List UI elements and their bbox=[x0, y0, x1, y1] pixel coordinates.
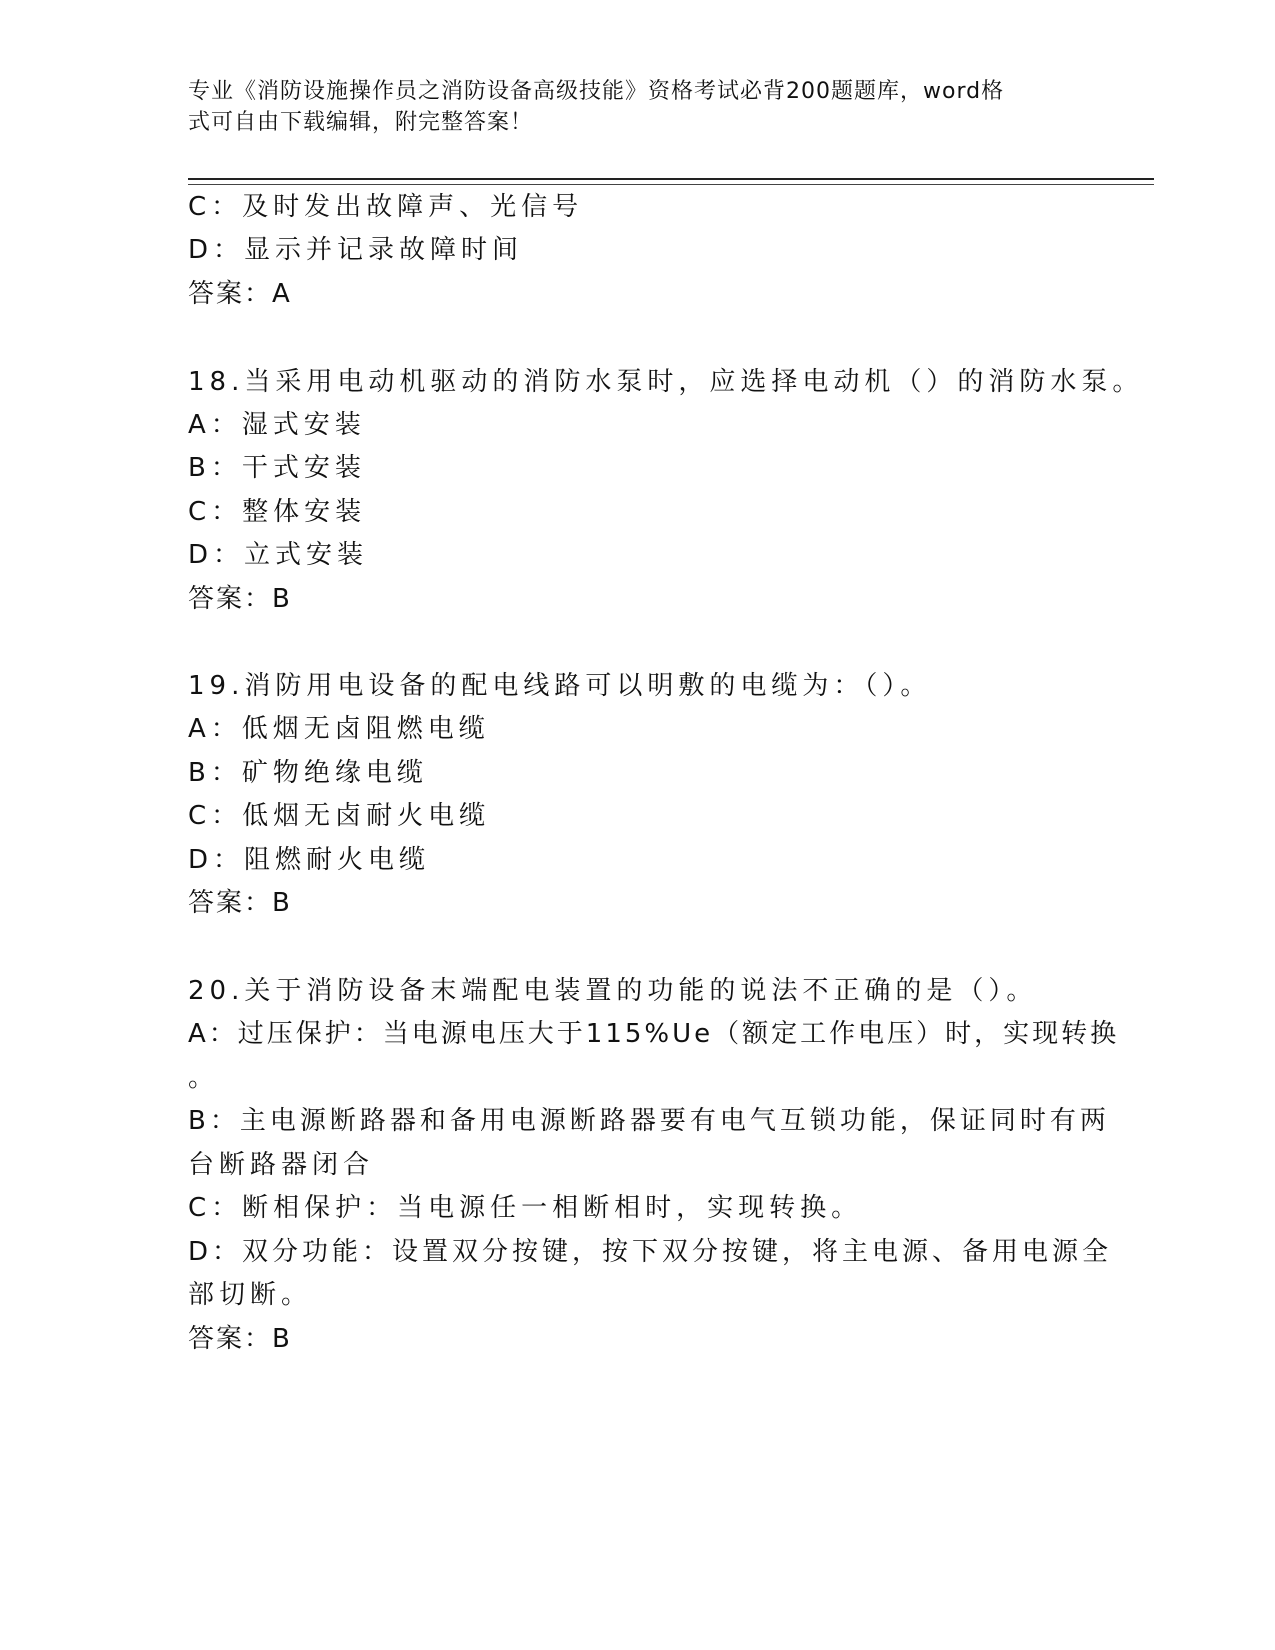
option-c: C：断相保护：当电源任一相断相时，实现转换。 bbox=[188, 1193, 863, 1223]
option-b: B：干式安装 bbox=[188, 453, 366, 483]
answer: 答案：B bbox=[188, 584, 292, 614]
option-c: C：低烟无卤耐火电缆 bbox=[188, 801, 491, 831]
answer: 答案：B bbox=[188, 888, 292, 918]
option-d-line-2: 部切断。 bbox=[188, 1280, 313, 1310]
option-d: D：阻燃耐火电缆 bbox=[188, 845, 431, 875]
header-rule-thin bbox=[188, 184, 1154, 185]
question-stem: 20.关于消防设备末端配电装置的功能的说法不正确的是（）。 bbox=[188, 976, 1038, 1006]
question-stem: 18.当采用电动机驱动的消防水泵时，应选择电动机（）的消防水泵。 bbox=[188, 367, 1144, 397]
answer: 答案：A bbox=[188, 279, 292, 309]
option-c: C：整体安装 bbox=[188, 497, 367, 527]
header-line-1: 专业《消防设施操作员之消防设备高级技能》资格考试必背200题题库，word格 bbox=[188, 79, 1005, 104]
option-a: A：湿式安装 bbox=[188, 410, 366, 440]
option-b-line-1: B：主电源断路器和备用电源断路器要有电气互锁功能，保证同时有两 bbox=[188, 1106, 1110, 1136]
option-a-line-2: 。 bbox=[188, 1063, 220, 1093]
option-b-line-2: 台断路器闭合 bbox=[188, 1150, 375, 1180]
answer: 答案：B bbox=[188, 1324, 292, 1354]
option-d: D：显示并记录故障时间 bbox=[188, 235, 524, 265]
option-a: A：低烟无卤阻燃电缆 bbox=[188, 714, 490, 744]
option-d-line-1: D：双分功能：设置双分按键，按下双分按键，将主电源、备用电源全 bbox=[188, 1237, 1113, 1267]
option-a-line-1: A：过压保护：当电源电压大于115%Ue（额定工作电压）时，实现转换 bbox=[188, 1019, 1120, 1049]
header-rule-thick bbox=[188, 178, 1154, 180]
option-c: C：及时发出故障声、光信号 bbox=[188, 192, 584, 222]
option-d: D：立式安装 bbox=[188, 540, 369, 570]
option-b: B：矿物绝缘电缆 bbox=[188, 758, 428, 788]
header-line-2: 式可自由下载编辑，附完整答案！ bbox=[188, 110, 534, 135]
question-stem: 19.消防用电设备的配电线路可以明敷的电缆为：（）。 bbox=[188, 671, 932, 701]
